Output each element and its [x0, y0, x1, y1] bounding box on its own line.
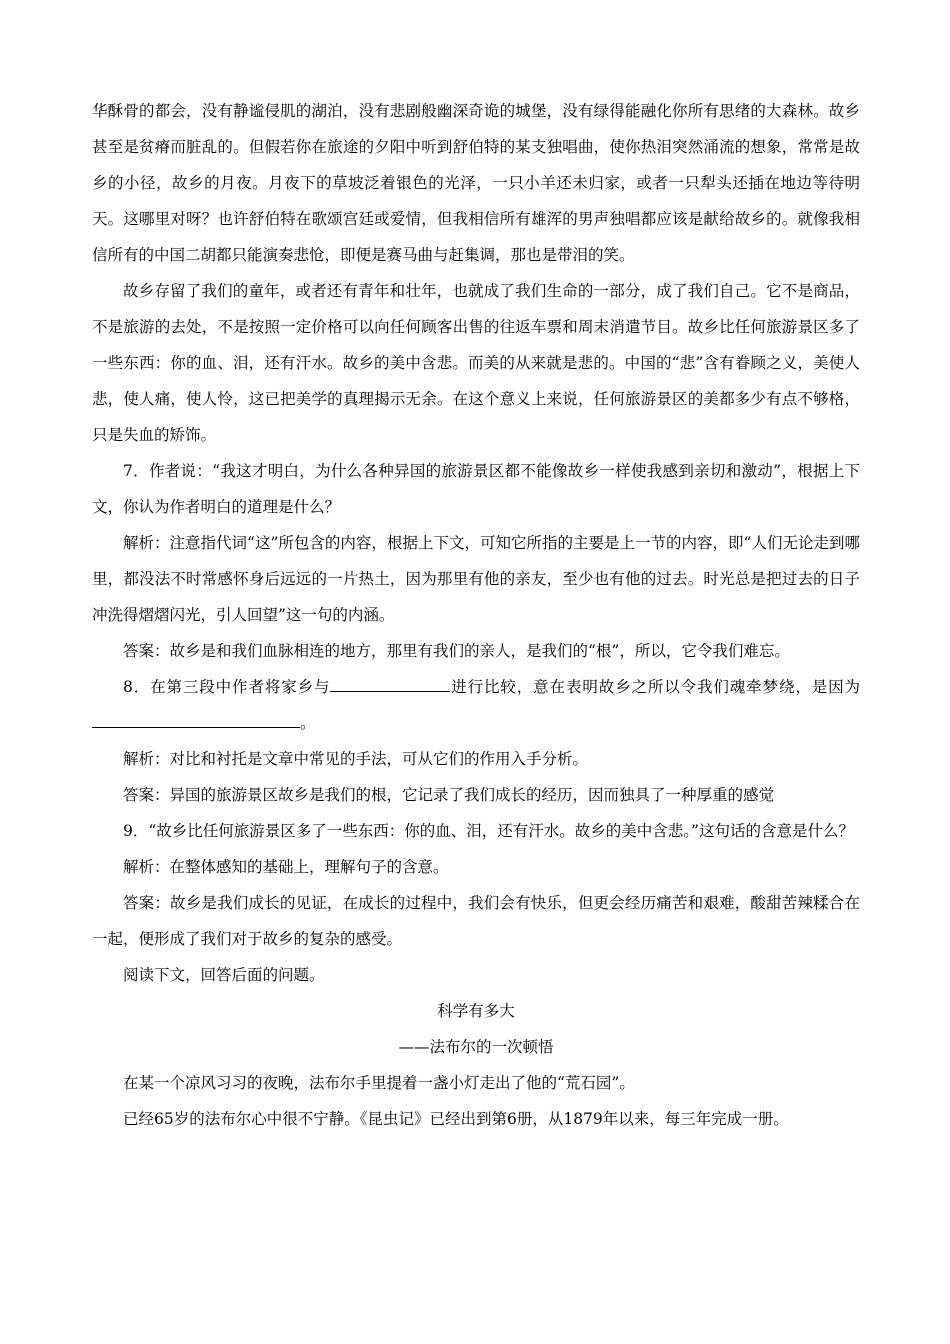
- question-8: [92, 669, 860, 741]
- passage-paragraph: 华酥骨的都会，没有静谧侵肌的湖泊，没有悲剧般幽深奇诡的城堡，没有绿得能融化你所有思绪的大森林。故乡甚至是贫瘠而脏乱的。但假若你在旅途的夕阳中听到舒伯特的某支独唱曲，使你热泪突然涌流的想象，常常是故乡的小径，故乡的月夜。月夜下的草坡泛着银色的光泽，一只小羊还未归家，或者一只犁头还插在地边等待明天。这哪里对呀？也许舒伯特在歌颂宫廷或爱情，但我相信所有雄浑的男声独唱都应该是献给故乡的。就像我相信所有的中国二胡都只能演奏悲怆，即便是赛马曲与赶集调，那也是带泪的笑。: [92, 102, 860, 264]
- passage-paragraph: 故乡存留了我们的童年，或者还有青年和壮年，也就成了我们生命的一部分，成了我们自己。它不是商品，不是旅游的去处，不是按照一定价格可以向任何顾客出售的往返车票和周末消遣节目。故乡比任何旅游景区多了一些东西：你的血、泪，还有汗水。故乡的美中含悲。而美的从来就是悲的。中国的“悲”含有眷顾之义，美使人悲，使人痛，使人怜，这已把美学的真理揭示无余。在这个意义上来说，任何旅游景区的美都多少有点不够格，只是失血的矫饰。: [92, 282, 860, 444]
- question-8-answer: 答案：异国的旅游景区故乡是我们的根，它记录了我们成长的经历，因而独具了一种厚重的感觉: [123, 786, 775, 804]
- question-8-text: 8．在第三段中作者将家乡与: [123, 678, 331, 696]
- question-9: 9．“故乡比任何旅游景区多了一些东西：你的血、泪，还有汗水。故乡的美中含悲。”这句话的含意是什么？: [123, 822, 854, 840]
- question-9-analysis: 解析：在整体感知的基础上，理解句子的含意。: [123, 858, 449, 876]
- article-paragraph: 在某一个凉风习习的夜晚，法布尔手里提着一盏小灯走出了他的“荒石园”。: [123, 1074, 635, 1092]
- question-8-text: 进行比较，意在表明故乡之所以令我们魂牵梦绕，是因为: [450, 678, 860, 696]
- question-7: 7．作者说：“我这才明白，为什么各种异国的旅游景区都不能像故乡一样使我感到亲切和激动”，根据上下文，你认为作者明白的道理是什么？: [92, 462, 860, 516]
- reading-prompt: 阅读下文，回答后面的问题。: [123, 966, 325, 984]
- question-9-answer: 答案：故乡是我们成长的见证，在成长的过程中，我们会有快乐，但更会经历痛苦和艰难，酸甜苦辣糅合在一起，便形成了我们对于故乡的复杂的感受。: [92, 894, 860, 948]
- answer-blank: [330, 673, 450, 692]
- question-7-analysis: 解析：注意指代词“这”所包含的内容，根据上下文，可知它所指的主要是上一节的内容，即“人们无论走到哪里，都没法不时常感怀身后远远的一片热土，因为那里有他的亲友，至少也有他的过去。时光总是把过去的日子冲洗得熠熠闪光，引人回望”这一句的内涵。: [92, 534, 860, 624]
- article-title: 科学有多大: [437, 1002, 515, 1020]
- article-paragraph: 已经65岁的法布尔心中很不宁静。《昆虫记》已经出到第6册，从1879年以来，每三年完成一册。: [123, 1110, 789, 1128]
- document-page: [92, 93, 860, 1137]
- article-subtitle: ——法布尔的一次顿悟: [398, 1038, 554, 1056]
- question-7-answer: 答案：故乡是和我们血脉相连的地方，那里有我们的亲人，是我们的“根”，所以，它令我们难忘。: [123, 642, 790, 660]
- answer-blank: [92, 709, 300, 728]
- question-8-analysis: 解析：对比和衬托是文章中常见的手法，可从它们的作用入手分析。: [123, 750, 589, 768]
- question-8-text: 。: [300, 714, 316, 732]
